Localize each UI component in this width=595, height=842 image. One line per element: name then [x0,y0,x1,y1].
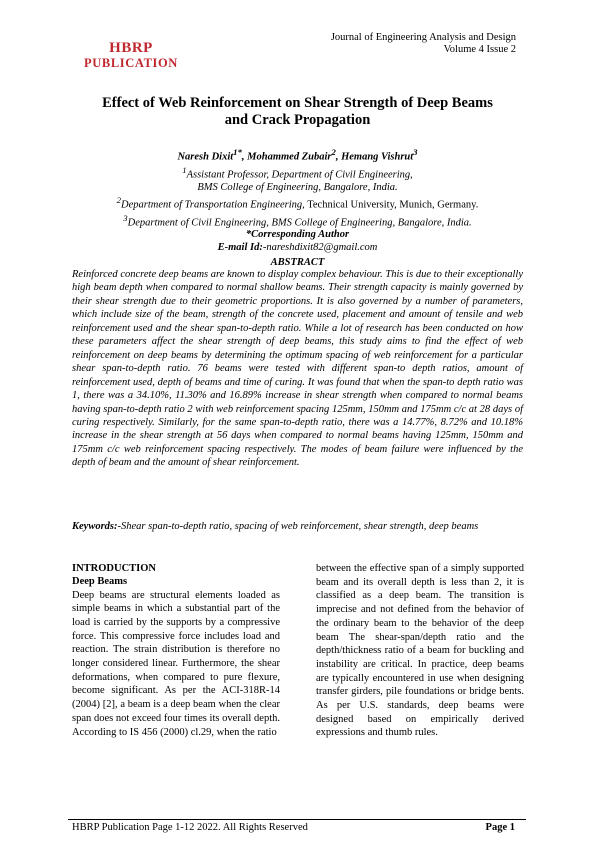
title-line-2: and Crack Propagation [224,112,371,128]
author-3: Hemang Vishrut [341,151,414,163]
affiliation-2-sup: 2 [116,194,122,205]
abstract-heading: ABSTRACT [270,257,325,268]
author-block [60,146,535,254]
title-line-1: Effect of Web Reinforcement on Shear Strength of Deep Beams [102,95,493,111]
column-left [72,562,280,739]
author-names [60,146,535,164]
affiliation-2-part-2: Technical University, Munich, Germany. [304,199,479,211]
email-label: E-mail Id: [217,241,263,253]
footer-copyright: HBRP Publication Page 1-12 2022. All Rights Reserved [72,822,308,833]
paper-title [60,95,535,129]
author-3-sup: 3 [413,147,418,157]
journal-name: Journal of Engineering Analysis and Design [330,32,516,43]
journal-volume: Volume 4 Issue 2 [443,44,516,55]
affiliation-1-line-1: Assistant Professor, Department of Civil Engineering, [186,169,413,181]
affiliation-3 [60,212,535,230]
author-separator-2: , [335,151,342,163]
author-separator-1: , [241,151,248,163]
journal-header [331,32,516,56]
intro-paragraph-left: Deep beams are structural elements loaded as simple beams in which a substantial part of the load is carried by the supports by a compressive force. This compressive force includes load and reaction. The strain distribution is therefore no longer considered linear. Furthermore, the shear deformations, when compared to pure flexure, become significant. As per the ACI-318R-14 (2004) [2], a beam is a deep beam when the clear span does not exceed four times its overall depth. According to IS 456 (2000) cl.29, when the ratio [72,589,280,738]
affiliation-1 [60,164,535,182]
affiliation-1-line-2: BMS College of Engineering, Bangalore, India. [197,181,398,193]
page-footer [72,822,515,833]
affiliation-3-text: Department of Civil Engineering, BMS College of Engineering, Bangalore, India. [127,217,472,229]
keywords [72,520,523,533]
footer-divider [68,819,526,820]
author-2-sup: 2 [331,147,336,157]
author-1: Naresh Dixit [177,151,234,163]
column-right [316,562,524,740]
logo-line-1: HBRP [109,40,153,56]
subsection-heading-deep-beams: Deep Beams [72,576,128,587]
section-heading-introduction: INTRODUCTION [72,563,157,574]
corresponding-author: *Corresponding Author [245,229,350,241]
email-line [60,242,535,254]
author-1-sup: 1* [233,147,242,157]
keywords-text: -Shear span-to-depth ratio, spacing of web reinforcement, shear strength, deep beams [117,521,479,532]
affiliation-2 [60,194,535,212]
logo-line-2: PUBLICATION [84,56,178,70]
keywords-label: Keywords: [72,521,118,532]
affiliation-3-sup: 3 [123,212,128,223]
abstract-text: Reinforced concrete deep beams are known to display complex behaviour. This is due to their exceptionally high beam depth when compared to normal shallow beams. Their strength capacity is mainly governed by their shear strength due to their geometric proportions. It is also governed by a number of parameters, which include size of the beam, strength of the concrete used, placement and amount of tensile and web reinforcement used and the shear span-to-depth ratio. While a lot of research has been conducted on how these parameters affect the shear strength of deep beams, this study aims to find the effect of web reinforcement on deep beams by determining the optimum spacing of web reinforcement for a particular shear span-to-depth ratio. 76 beams were tested with different span-to depth ratios, amount of reinforcement used, depth of beams and time of curing. It was found that when the span-to depth ratio was 1, there was a 34.10%, 11.30% and 16.89% increase in shear strength when compared to normal beams having span-to-depth ratio 2 with web reinforcement spacing 125mm, 150mm and 175mm c/c at 28 days of curing respectively. Similarly, for the same span-to-depth ratio, there was a 14.77%, 8.72% and 10.18% increase in the shear strength at 56 days when compared to normal beams having 125mm, 150mm and 175mm c/c web reinforcement spacing respectively. The modes of beam failure were influenced by the depth of beam and the amount of shear reinforcement. [72,269,523,469]
affiliation-2-part-1: Department of Transportation Engineering, [121,199,305,211]
intro-paragraph-right: between the effective span of a simply supported beam and its overall depth is less than 2, it is classified as a deep beam. The transition is imprecise and not defined from the behavior of the ordinary beam to the behavior of the deep beam The shear-span/depth ratio and the depth/thickness ratio of a beam for buckling and instability are critical. In practice, deep beams are typically encountered in use when designing transfer girders, pile foundations or bridge bents. As per U.S. standards, deep beams were designed based on empirically derived expressions and thumb rules. [316,563,524,739]
email-address[interactable]: -nareshdixit82@gmail.com [262,241,378,253]
author-2: Mohammed Zubair [247,151,332,163]
page-number: Page 1 [485,822,515,833]
affiliation-1-sup: 1 [182,164,187,175]
publisher-logo [72,40,190,70]
